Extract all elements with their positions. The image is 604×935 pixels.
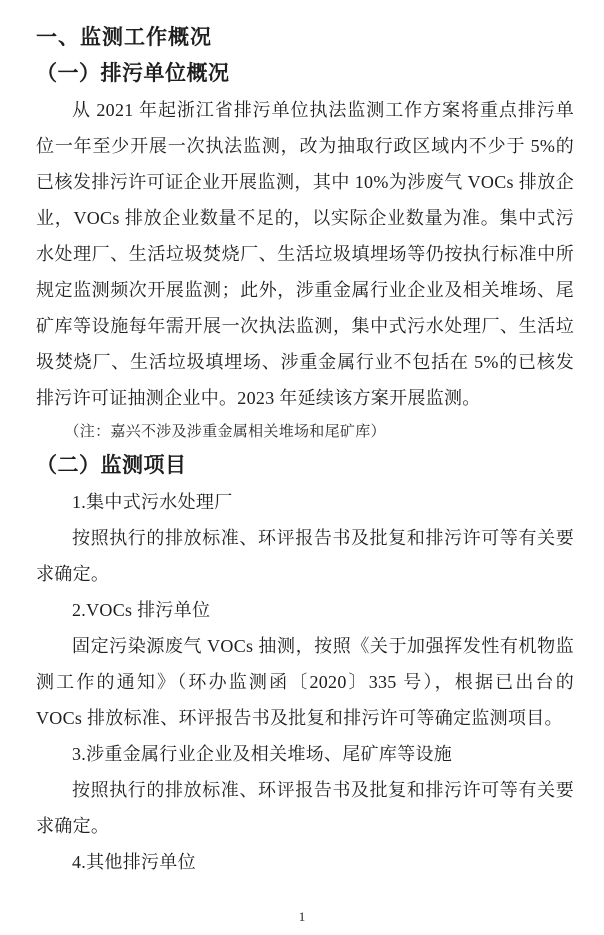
heading-monitoring-overview: 一、监测工作概况 (36, 26, 212, 49)
item-title-wastewater-plant: 1.集中式污水处理厂 (72, 492, 233, 512)
item-body-heavy-metal: 按照执行的排放标准、环评报告书及批复和排污许可等有关要求确定。 (36, 780, 574, 836)
note-jiaxing: （注：嘉兴不涉及涉重金属相关堆场和尾矿库） (64, 424, 386, 440)
item-body-wastewater-plant: 按照执行的排放标准、环评报告书及批复和排污许可等有关要求确定。 (36, 528, 574, 584)
paragraph-pollutant-unit-overview: 从 2021 年起浙江省排污单位执法监测工作方案将重点排污单位一年至少开展一次执法监测，改为抽取行政区域内不少于 5%的已核发排污许可证企业开展监测，其中 10%为涉废气 VOCs 排放企业，VOCs 排放企业数量不足的，以实际企业数量为准。集中式污水处理厂、生活垃圾焚烧厂、生活垃圾填埋场等仍按执行标准中所规定监测频次开展监测；此外，涉重金属行业企业及相关堆场、尾矿库等设施每年需开展一次执法监测，集中式污水处理厂、生活垃圾焚烧厂、生活垃圾填埋场、涉重金属行业不包括在 5%的已核发排污许可证抽测企业中。2023 年延续该方案开展监测。 (36, 100, 574, 408)
document-content (36, 20, 574, 880)
item-title-heavy-metal: 3.涉重金属行业企业及相关堆场、尾矿库等设施 (72, 744, 453, 764)
page-number: 1 (298, 909, 306, 924)
item-body-vocs-unit: 固定污染源废气 VOCs 抽测，按照《关于加强挥发性有机物监测工作的通知》（环办监测函〔2020〕335 号），根据已出台的 VOCs 排放标准、环评报告书及批复和排污许可等确定监测项目。 (36, 636, 574, 728)
heading-monitoring-items: （二）监测项目 (36, 454, 187, 477)
item-title-other-units: 4.其他排污单位 (72, 852, 196, 872)
heading-pollutant-unit-overview: （一）排污单位概况 (36, 62, 230, 85)
item-title-vocs-unit: 2.VOCs 排污单位 (72, 600, 211, 620)
